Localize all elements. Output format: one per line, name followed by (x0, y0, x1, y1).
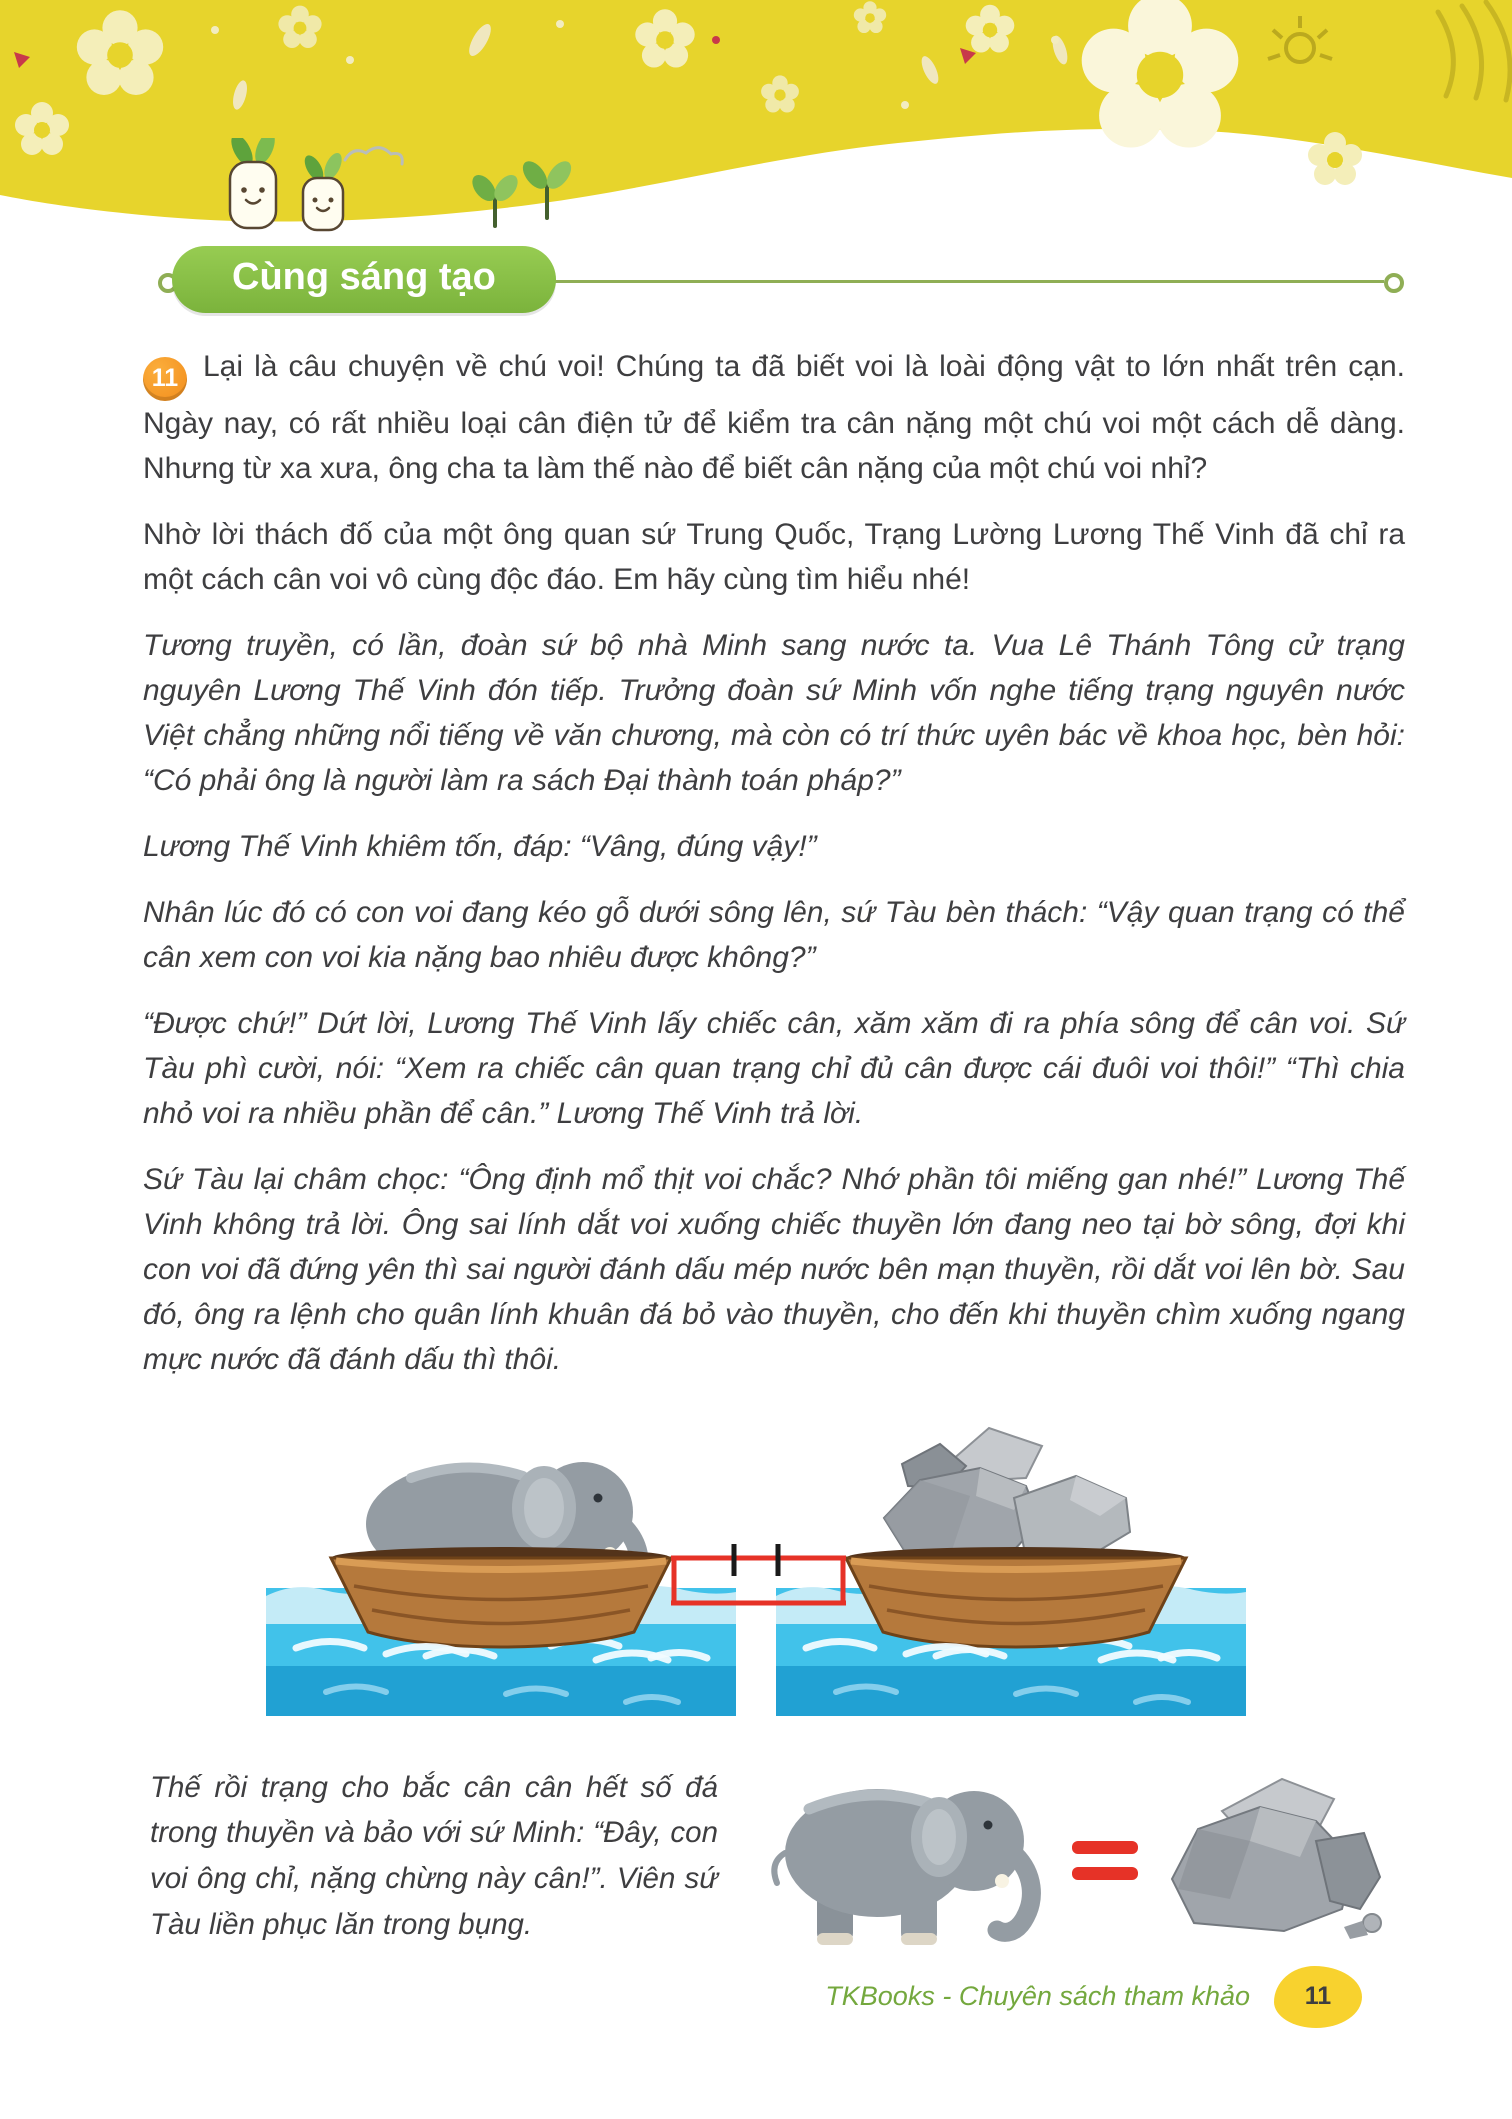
paragraph-intro (143, 344, 1405, 491)
conclusion-paragraph: Thế rồi trạng cho bắc cân cân hết số đá trong thuyền và bảo với sứ Minh: “Đây, con voi ông chỉ, nặng chừng này cân!”. Viên sứ Tàu liền phục lăn trong bụng. (150, 1770, 718, 1941)
story-paragraph-1: Tương truyền, có lần, đoàn sứ bộ nhà Minh sang nước ta. Vua Lê Thánh Tông cử trạng nguyên Lương Thế Vinh đón tiếp. Trưởng đoàn sứ Minh vốn nghe tiếng trạng nguyên nước Việt chẳng những nổi tiếng về văn chương, mà còn có trí thức uyên bác về khoa học, bèn hỏi: “Có phải ông là người làm ra sách Đại thành toán pháp?” (143, 628, 1405, 797)
elephant-equals-rocks-illustration (754, 1749, 1394, 1964)
page-footer (0, 1964, 1512, 2028)
section-title-label: Cùng sáng tạo (232, 256, 496, 298)
rocks-illustration (1172, 1779, 1381, 1939)
elephant-illustration (774, 1789, 1031, 1945)
rocks-in-boat-illustration (884, 1428, 1130, 1550)
page-number-badge (1274, 1966, 1362, 2028)
story-paragraph-3: Nhân lúc đó có con voi đang kéo gỗ dưới sông lên, sứ Tàu bèn thách: “Vậy quan trạng có thể cân xem con voi kia nặng bao nhiêu được không?” (143, 895, 1405, 974)
paragraph-text: Lại là câu chuyện về chú voi! Chúng ta đã biết voi là loài động vật to lớn nhất trên cạn. Ngày nay, có rất nhiều loại cân điện tử để kiểm tra cân nặng một chú voi một cách dễ dàng. Nhưng từ xa xưa, ông cha ta làm thế nào để biết cân nặng của một chú voi nhỉ? (143, 350, 1405, 485)
paragraph-challenge: Nhờ lời thách đố của một ông quan sứ Trung Quốc, Trạng Lường Lương Thế Vinh đã chỉ ra một cách cân voi vô cùng độc đáo. Em hãy cùng tìm hiểu nhé! (143, 517, 1405, 596)
story-paragraph-5: Sứ Tàu lại châm chọc: “Ông định mổ thịt voi chắc? Nhớ phần tôi miếng gan nhé!” Lương Thế Vinh không trả lời. Ông sai lính dắt voi xuống chiếc thuyền lớn đang neo tại bờ sông, đợi khi con voi đã đứng yên thì sai người đánh dấu mép nước bên mạn thuyền, rồi dắt voi lên bờ. Sau đó, ông ra lệnh cho quân lính khuân đá bỏ vào thuyền, cho đến khi thuyền chìm xuống ngang mực nước đã đánh dấu thì thôi. (143, 1162, 1405, 1376)
boats-illustration (266, 1406, 1246, 1716)
conclusion-section (0, 1721, 1512, 1964)
story-paragraph-4: “Được chứ!” Dứt lời, Lương Thế Vinh lấy chiếc cân, xăm xăm đi ra phía sông để cân voi. Sứ Tàu phì cười, nói: “Xem ra chiếc cân quan trạng chỉ đủ cân được cái đuôi voi thôi!” “Thì chia nhỏ voi ra nhiều phần để cân.” Lương Thế Vinh trả lời. (143, 1006, 1405, 1130)
story-paragraph-2: Lương Thế Vinh khiêm tốn, đáp: “Vâng, đúng vậy!” (143, 829, 817, 863)
exercise-number-badge: 11 (143, 357, 187, 401)
left-boat (331, 1547, 671, 1647)
right-boat (846, 1547, 1186, 1647)
equals-sign (1072, 1841, 1138, 1880)
boats-illustration-wrap (266, 1406, 1246, 1721)
page-number: 11 (1304, 1982, 1332, 2011)
publisher-text: TKBooks - Chuyên sách tham khảo (825, 1981, 1250, 2012)
